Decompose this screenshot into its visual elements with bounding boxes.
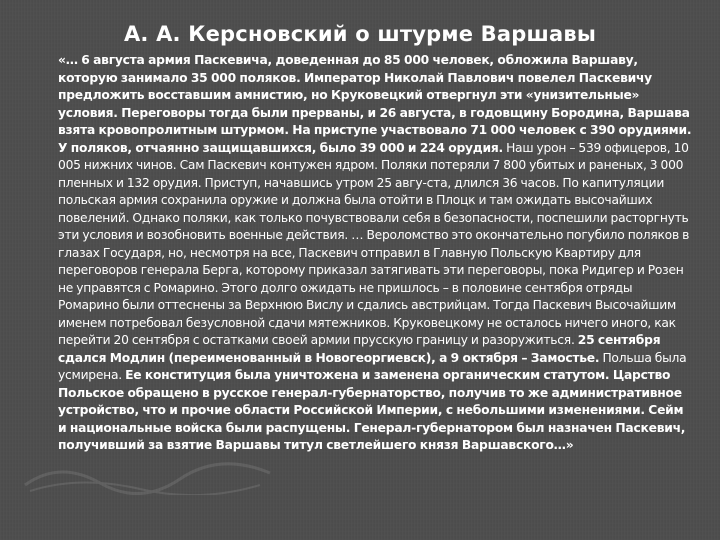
slide-title: А. А. Керсновский о штурме Варшавы [123, 22, 597, 46]
body-segment-normal-2: Польша была усмирена. [58, 350, 687, 382]
background-watermark [20, 455, 280, 495]
body-segment-bold-1: «… 6 августа армия Паскевича, доведенная до 85 000 человек, обложила Варшаву, которую занимало 35 000 поляков. Император Николай Павлович повелел Паскевичу предложить восставшим амнистию, но Круковецкий отвергнул эти «унизительные» условия. Переговоры тогда были прерваны, и 26 августа, в годовщину Бородина, Варшава взята кровопролитным штурмом. На приступе участвовало 71 000 человек с 390 орудиями. У поляков, отчаянно защищавшихся, было 39 000 и 224 орудия. [58, 53, 692, 155]
body-segment-bold-3: Ее конституция была уничтожена и заменена органическим статутом. Царство Польское обращено в русское генерал-губернаторство, получив то же административное устройство, что и прочие области Российской Империи, с небольшими изменениями. Сейм и национальные войска были распущены. Генерал-губернатором был назначен Паскевич, получивший за взятие Варшавы титул светлейшего князя Варшавского…» [58, 368, 686, 452]
body-segment-normal-1: Наш урон – 539 офицеров, 10 005 нижних чинов. Сам Паскевич контужен ядром. Поляки потеряли 7 800 убитых и раненых, 3 000 пленных и 132 орудия. Приступ, начавшись утром 25 авгу-ста, длился 36 часов. По капитуляции польская армия сохранила оружие и должна была отойти в Плоцк и там ожидать высочайших повелений. Однако поляки, как только почувствовали себя в безопасности, поспешили расторгнуть эти условия и возобновить военные действия. … Вероломство это окончательно погубило поляков в глазах Государя, но, несмотря на все, Паскевич отправил в Главную Польскую Квартиру для переговоров генерала Берга, которому приказал затягивать эти переговоры, пока Ридигер и Розен не управятся с Ромарино. Этого долго ожидать не пришлось – в половине сентября отряды Ромарино были оттеснены за Верхнюю Вислу и сдались австрийцам. Тогда Паскевич Высочайшим именем потребовал безусловной сдачи мятежников. Круковецкому не осталось ничего иного, как перейти 20 сентября с остатками своей армии прусскую границу и разоружиться. [58, 140, 690, 347]
body-segment-bold-2: 25 сентября сдался Модлин (переименованный в Новогеоргиевск), а 9 октября – Замостье. [58, 333, 661, 365]
slide-body-text [58, 52, 692, 455]
